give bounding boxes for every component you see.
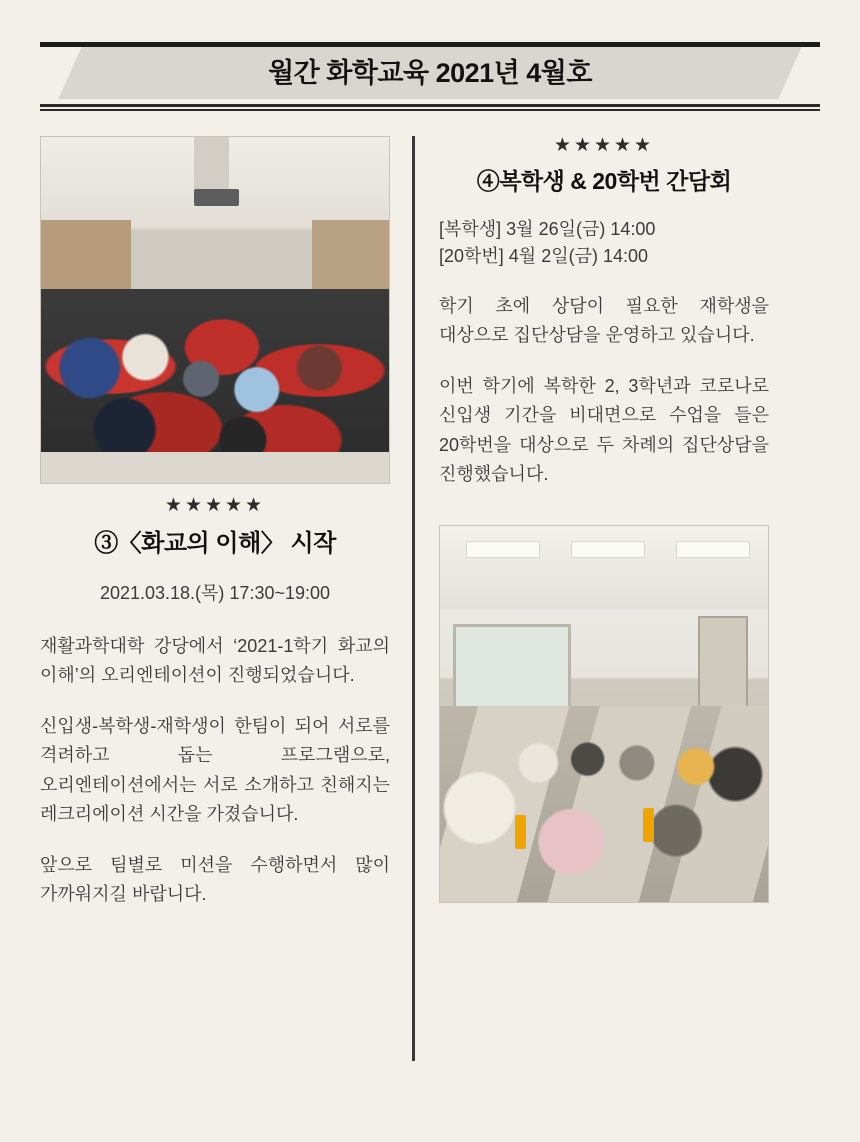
right-star-divider: ★★★★★ [553,135,655,156]
left-paragraph-2: 신입생-복학생-재학생이 한팀이 되어 서로를 격려하고 돕는 프로그램으로, 오리엔테이션에서는 서로 소개하고 친해지는 레크리에이션 시간을 가졌습니다. [40,716,390,824]
photo-people [41,296,389,476]
left-star-divider: ★★★★★ [164,495,266,516]
right-schedule-2: [20학번] 4월 2일(금) 14:00 [439,245,649,266]
left-paragraph-1: 재활과학대학 강당에서 ‘2021-1학기 화교의 이해’의 오리엔테이션이 진행되었습니다. [40,635,390,686]
drink-cup-icon [515,815,525,849]
photo2-people [440,699,768,887]
right-article-photo [439,525,769,903]
content-columns [40,136,820,1061]
left-article-photo [40,136,390,484]
ceiling-light-icon [676,541,750,558]
header-bottom-rule [40,104,820,107]
ceiling-light-icon [571,541,645,558]
right-paragraph-1: 학기 초에 상담이 필요한 재학생을 대상으로 집단상담을 운영하고 있습니다. [439,295,769,346]
right-section-title: ④복학생 & 20학번 간담회 [476,167,732,194]
page-title: 월간 화학교육 2021년 4월호 [268,58,592,88]
header-band [40,47,820,99]
right-column [439,136,769,1061]
photo-floor [41,452,389,483]
left-section-title: ③〈화교의 이해〉 시작 [94,529,336,557]
column-divider [412,136,415,1061]
left-column [40,136,390,1061]
header-bottom-rule-2 [40,109,820,111]
drink-cup-icon [643,808,653,842]
left-paragraph-3: 앞으로 팀별로 미션을 수행하면서 많이 가까워지길 바랍니다. [40,854,390,905]
newsletter-page [0,42,860,1142]
page-header [40,42,820,114]
photo2-ceiling [440,526,768,609]
left-datetime: 2021.03.18.(목) 17:30~19:00 [99,582,331,603]
projector-icon [194,189,239,206]
photo-beam [194,137,229,192]
right-schedule-1: [복학생] 3월 26일(금) 14:00 [439,218,656,239]
right-paragraph-2: 이번 학기에 복학한 2, 3학년과 코로나로 신입생 기간을 비대면으로 수업을 들은 20학번을 대상으로 두 차례의 집단상담을 진행했습니다. [439,376,769,484]
ceiling-light-icon [466,541,540,558]
